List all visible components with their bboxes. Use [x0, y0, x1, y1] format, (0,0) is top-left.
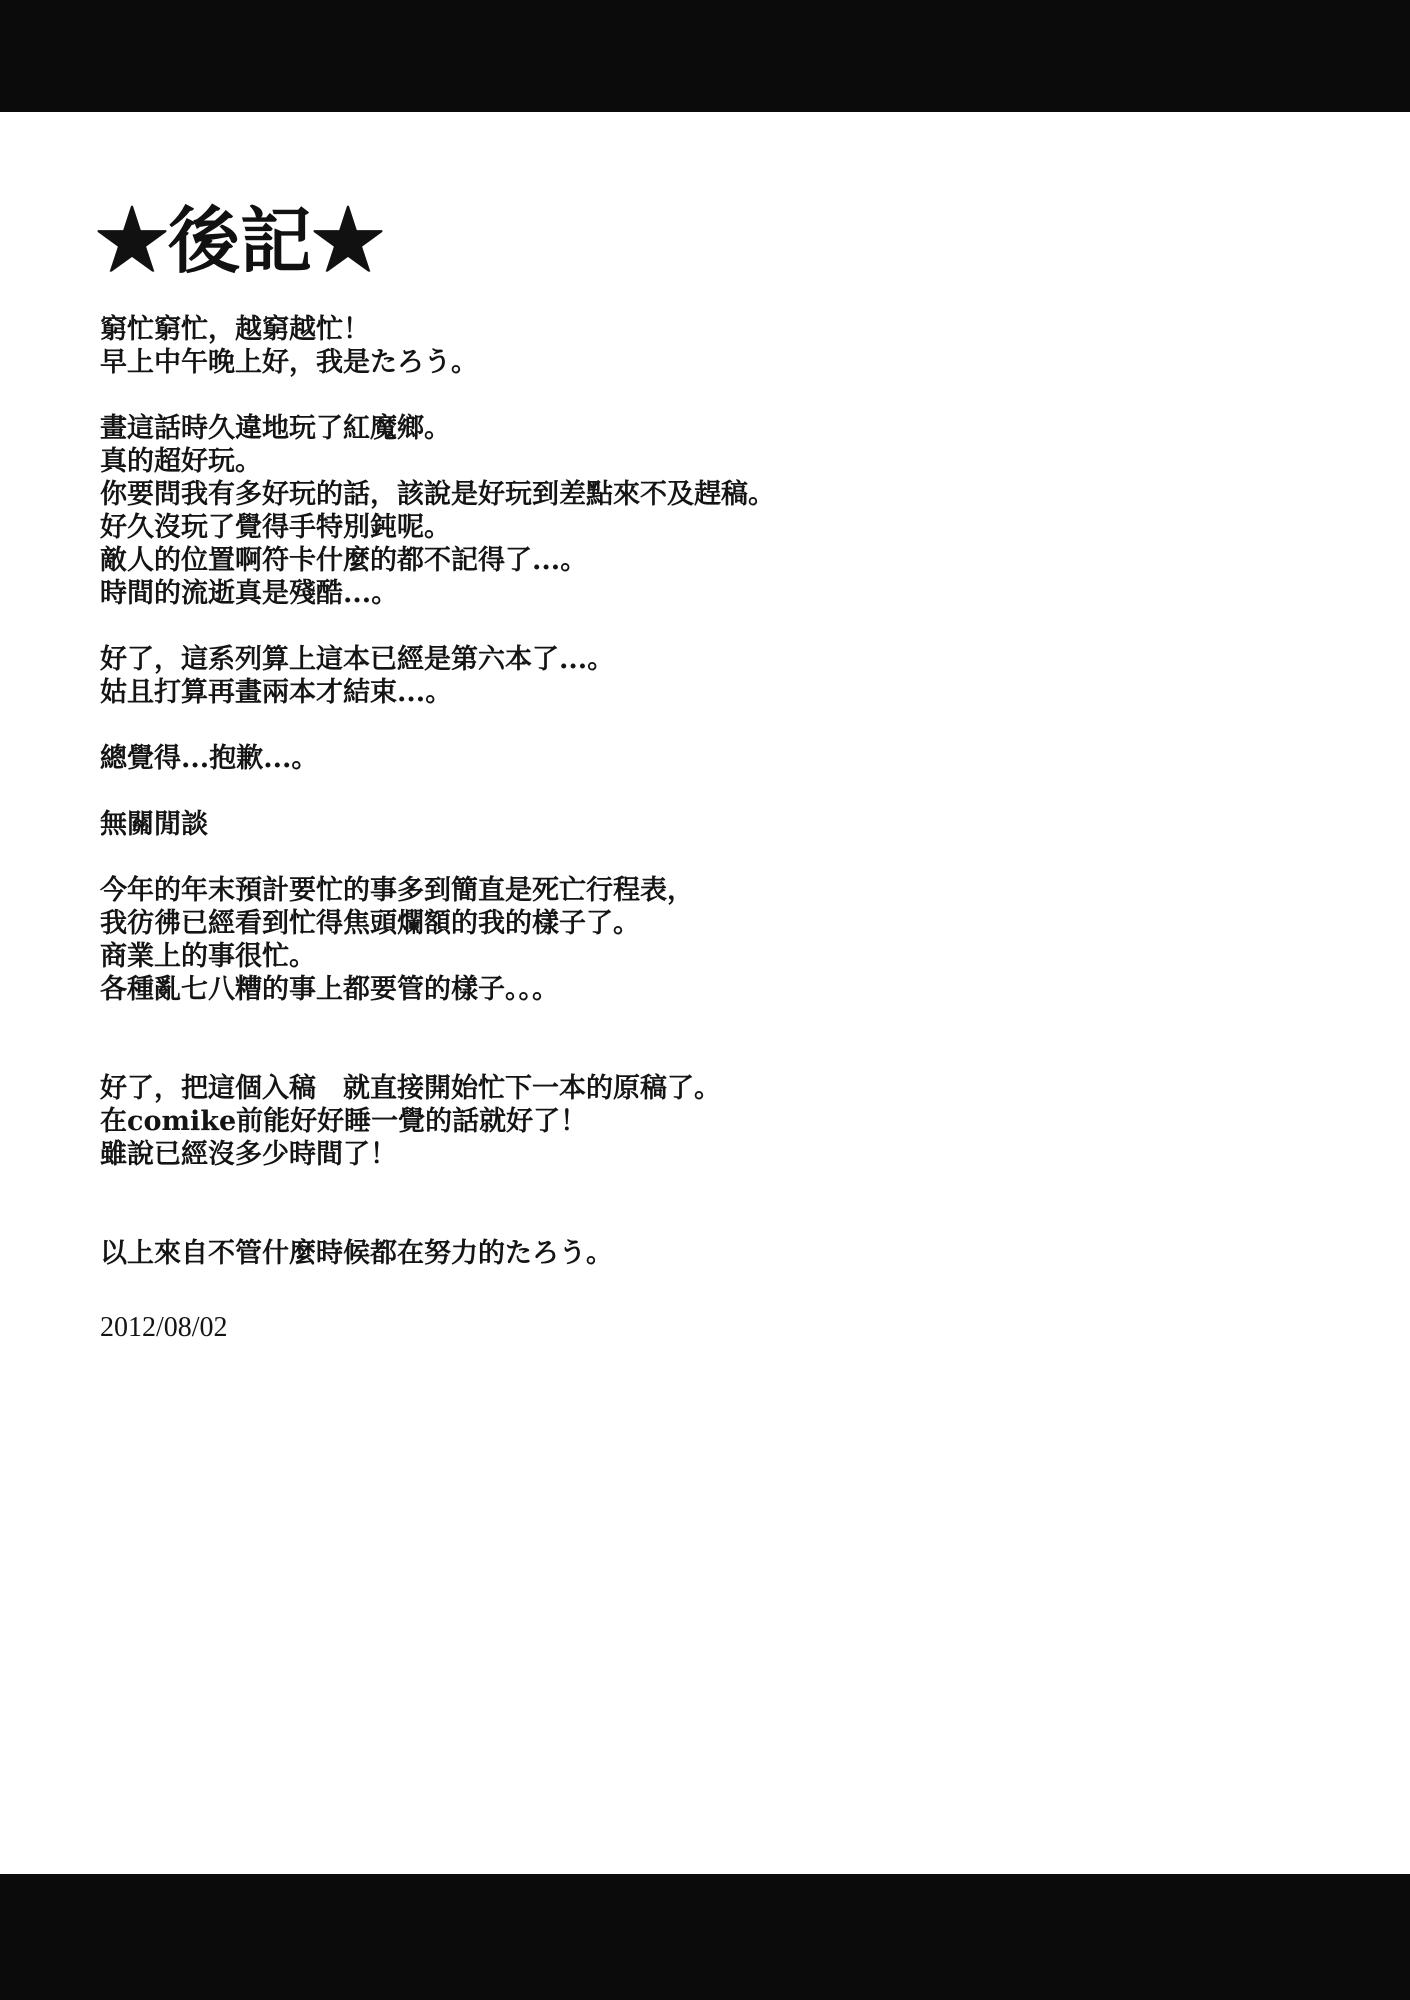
- text-line: 好了，這系列算上這本已經是第六本了...。: [100, 644, 615, 675]
- text-line: 總覺得...抱歉...。: [100, 743, 319, 774]
- text-line: 窮忙窮忙，越窮越忙！: [100, 314, 370, 345]
- text-line: 時間的流逝真是殘酷...。: [100, 578, 399, 609]
- afterword-title: ★後記★: [96, 198, 385, 283]
- text-line: 畫這話時久違地玩了紅魔鄉。: [100, 413, 451, 444]
- paragraph-next-book: [100, 1072, 1100, 1171]
- text-line: 無關閒談: [100, 809, 208, 840]
- paragraph-apology: [100, 742, 1100, 775]
- text-line: 今年的年末預計要忙的事多到簡直是死亡行程表，: [100, 875, 694, 906]
- text-line: 我彷彿已經看到忙得焦頭爛額的我的樣子了。: [100, 908, 640, 939]
- paragraph-year-end: [100, 874, 1100, 1006]
- paragraph-aside-heading: [100, 808, 1100, 841]
- text-line: 你要問我有多好玩的話，該說是好玩到差點來不及趕稿。: [100, 479, 775, 510]
- text-line: 姑且打算再畫兩本才結束...。: [100, 677, 453, 708]
- text-line: 好久沒玩了覺得手特別鈍呢。: [100, 512, 451, 543]
- paragraph-game: [100, 412, 1100, 610]
- bottom-black-border: [0, 1874, 1410, 2000]
- paragraph-greeting: [100, 313, 1100, 379]
- top-black-border: [0, 0, 1410, 112]
- text-line: 商業上的事很忙。: [100, 941, 316, 972]
- text-line: 真的超好玩。: [100, 446, 262, 477]
- date: 2012/08/02: [100, 1312, 228, 1343]
- text-line: 雖說已經沒多少時間了！: [100, 1139, 397, 1170]
- text-line: 敵人的位置啊符卡什麼的都不記得了...。: [100, 545, 588, 576]
- text-line: 在comike前能好好睡一覺的話就好了！: [100, 1106, 588, 1137]
- text-line: 好了，把這個入稿 就直接開始忙下一本的原稿了。: [100, 1073, 721, 1104]
- text-line: 各種亂七八糟的事上都要管的樣子。。。: [100, 974, 559, 1005]
- paragraph-signoff: [100, 1237, 1100, 1270]
- afterword-body: [100, 313, 1100, 1303]
- paragraph-series: [100, 643, 1100, 709]
- text-line: 早上中午晚上好，我是たろう。: [100, 347, 478, 378]
- text-line: 以上來自不管什麼時候都在努力的たろう。: [100, 1238, 613, 1269]
